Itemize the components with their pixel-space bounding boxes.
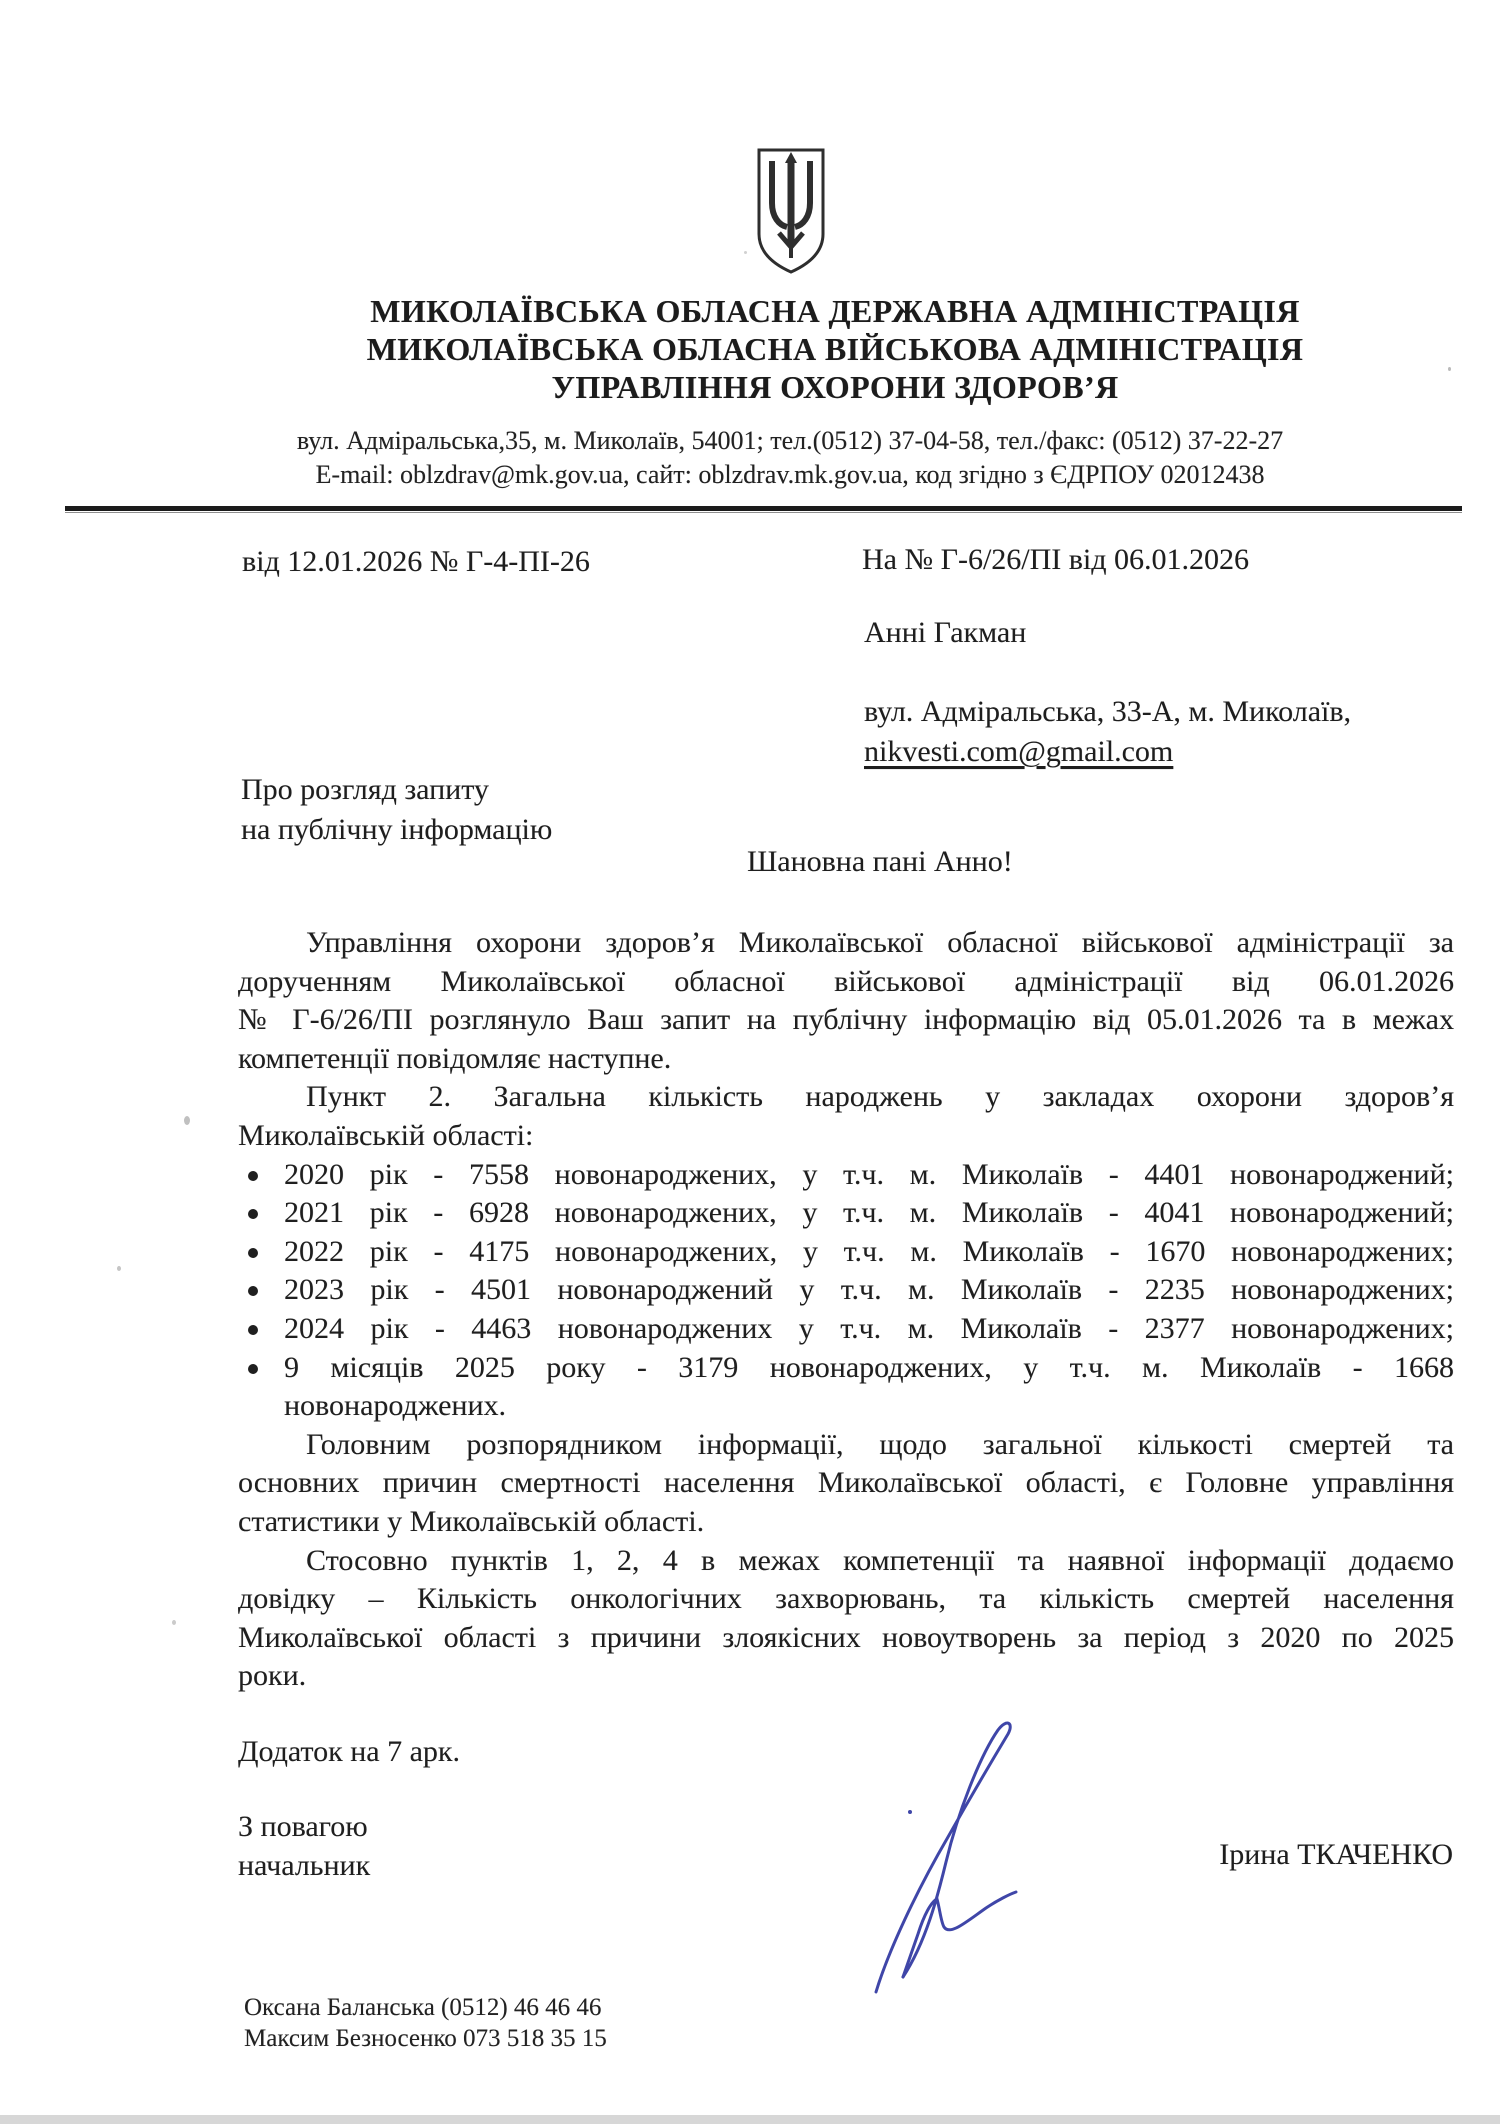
body-line: Миколаївської області з причини злоякісних новоутворень за період з 2020 по 2025 [238,1620,1454,1654]
incoming-reference: На № Г-6/26/ПІ від 06.01.2026 [862,543,1250,576]
outgoing-reference: від 12.01.2026 № Г-4-ПІ-26 [242,545,590,578]
list-item [238,1271,1454,1310]
addressee-block [864,692,1351,772]
org-name-line1: МИКОЛАЇВСЬКА ОБЛАСНА ДЕРЖАВНА АДМІНІСТРАЦІЯ [370,293,1300,329]
scan-speck [117,1266,121,1271]
org-address-phone: вул. Адміральська,35, м. Миколаїв, 54001; тел.(0512) 37-04-58, тел./факс: (0512) 37-22-27 [296,426,1284,455]
addressee-email: nikvesti.com@gmail.com [864,735,1174,768]
paragraph-2 [238,1078,1454,1155]
org-contacts [80,424,1500,492]
header-divider [65,506,1462,511]
attachment-note: Додаток на 7 арк. [238,1734,460,1768]
signer-name: Ірина ТКАЧЕНКО [1219,1838,1453,1871]
executor-contact-2: Максим Безносенко 073 518 35 15 [244,2025,607,2052]
org-email-site: E-mail: oblzdrav@mk.gov.ua, сайт: oblzdrav.mk.gov.ua, код згідно з ЄДРПОУ 02012438 [315,460,1265,489]
bullet-icon [238,1349,284,1426]
scan-speck [184,1116,190,1125]
org-name-line2: МИКОЛАЇВСЬКА ОБЛАСНА ВІЙСЬКОВА АДМІНІСТРАЦІЯ [366,331,1304,367]
bullet-icon [238,1310,284,1349]
signature-ink [858,1712,1038,2007]
bullet-icon [238,1194,284,1233]
executor-contact-1: Оксана Баланська (0512) 46 46 46 [244,1994,602,2021]
bullet-icon [238,1156,284,1195]
subject-line2: на публічну інформацію [241,813,553,846]
body-line: Пункт 2. Загальна кількість народжень у закладах охорони здоров’я [306,1080,1454,1114]
list-item [238,1156,1454,1195]
scan-speck [172,1620,176,1625]
addressee-address: вул. Адміральська, 33-А, м. Миколаїв, [864,695,1352,728]
paragraph-1 [238,924,1454,1078]
births-bullet-list [238,1156,1454,1426]
body-line: Миколаївській області: [238,1118,534,1152]
bullet-line: новонароджених. [284,1389,507,1423]
signoff-regards: З повагою [238,1810,368,1844]
body-line: основних причин смертності населення Миколаївської області, є Головне управління [238,1466,1454,1500]
body-line: компетенції повідомляє наступне. [238,1041,672,1075]
signature-stroke-tail [903,1892,1016,1977]
body-line: статистики у Миколаївській області. [238,1504,705,1538]
bullet-icon [238,1271,284,1310]
body-line: довідку – Кількість онкологічних захворювань, та кількість смертей населення [238,1582,1454,1616]
list-item [238,1233,1454,1272]
body-line: Головним розпорядником інформації, щодо загальної кількості смертей та [306,1427,1454,1461]
body-line: № Г-6/26/ПІ розглянуло Ваш запит на публічну інформацію від 05.01.2026 та в межах [238,1003,1454,1037]
paragraph-3 [238,1426,1454,1542]
list-item [238,1349,1454,1426]
signature-stroke-loop [876,1723,1010,1992]
bullet-line: 9 місяців 2025 року - 3179 новонароджених, у т.ч. м. Миколаїв - 1668 [284,1350,1454,1384]
list-item [238,1194,1454,1233]
org-header [170,292,1500,406]
bullet-line: 2022 рік - 4175 новонароджених, у т.ч. м. Миколаїв - 1670 новонароджених; [284,1234,1454,1268]
bullet-line: 2023 рік - 4501 новонароджений у т.ч. м. Миколаїв - 2235 новонароджених; [284,1273,1454,1307]
bullet-icon [238,1233,284,1272]
body-line: Стосовно пунктів 1, 2, 4 в межах компетенції та наявної інформації додаємо [306,1543,1454,1577]
bullet-line: 2024 рік - 4463 новонароджених у т.ч. м. Миколаїв - 2377 новонароджених; [284,1311,1454,1345]
trident-shield-icon [752,146,830,276]
bullet-line: 2020 рік - 7558 новонароджених, у т.ч. м. Миколаїв - 4401 новонароджений; [284,1157,1454,1191]
ukraine-trident-emblem [752,146,830,276]
letter-subject [241,770,552,850]
addressee-name: Анні Гакман [864,616,1027,649]
bullet-line: 2021 рік - 6928 новонароджених, у т.ч. м. Миколаїв - 4041 новонароджений; [284,1196,1454,1230]
signature-ink-dot [908,1810,912,1814]
scan-speck [744,251,747,254]
executor-contacts [244,1992,607,2054]
body-line: роки. [238,1659,307,1693]
paragraph-4 [238,1542,1454,1696]
letter-body [238,924,1454,1886]
scan-speck [1448,367,1451,371]
salutation: Шановна пані Анно! [747,845,1013,878]
signoff-position: начальник [238,1849,371,1883]
subject-line1: Про розгляд запиту [241,773,489,806]
org-name-line3: УПРАВЛІННЯ ОХОРОНИ ЗДОРОВ’Я [551,369,1119,405]
scan-edge-shadow [0,2115,1500,2124]
list-item [238,1310,1454,1349]
body-line: дорученням Миколаївської обласної військової адміністрації від 06.01.2026 [238,964,1454,998]
body-line: Управління охорони здоров’я Миколаївської обласної військової адміністрації за [306,926,1454,959]
